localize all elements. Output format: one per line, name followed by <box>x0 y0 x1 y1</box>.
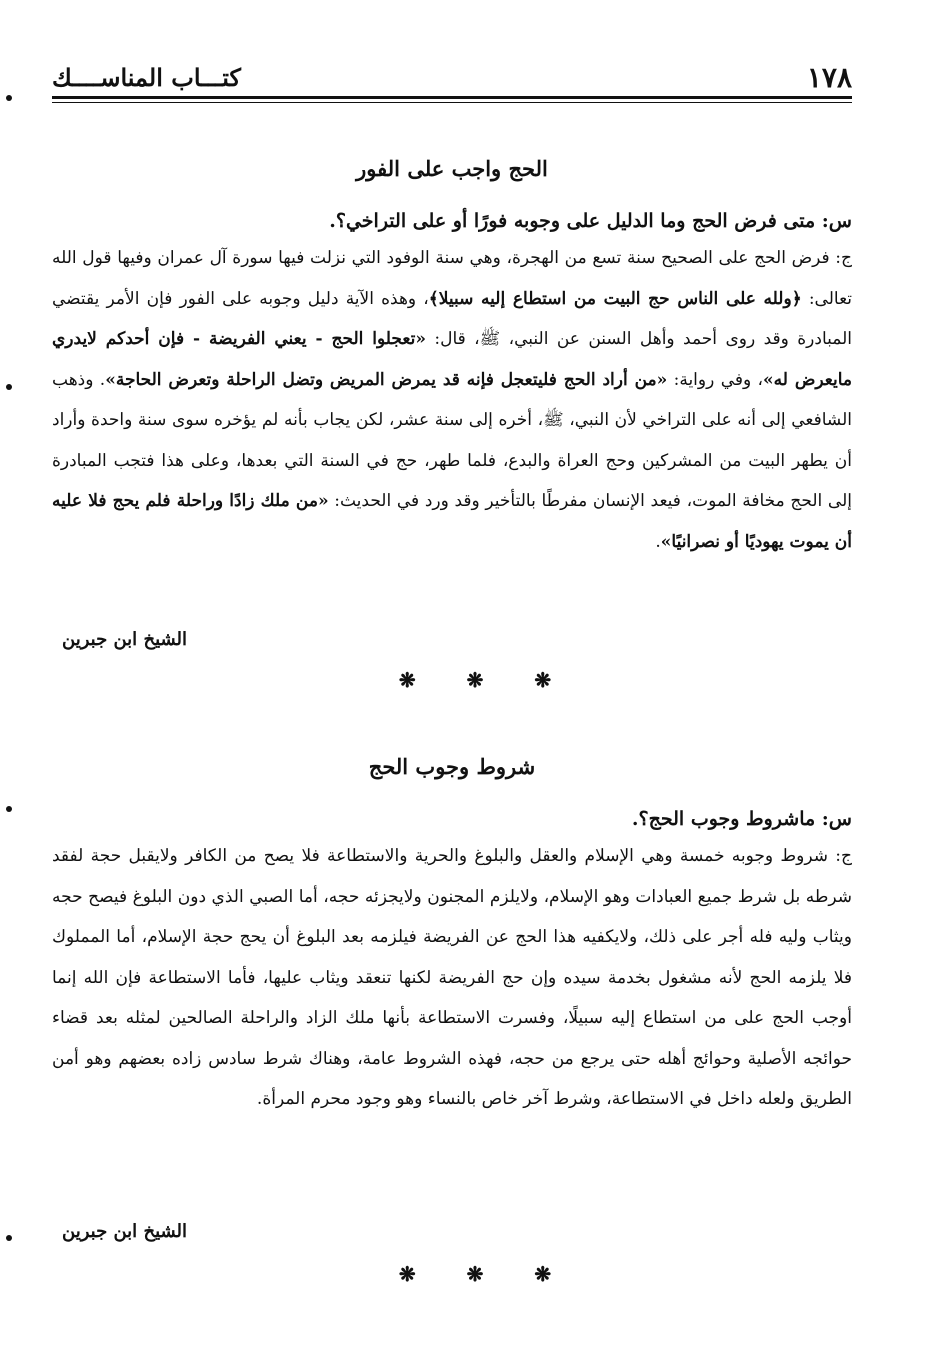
separator-stars: ❋ ❋ ❋ <box>398 668 574 692</box>
signature: الشيخ ابن جبرين <box>62 1221 188 1242</box>
book-title: كتـــاب المناســــك <box>52 63 241 92</box>
section-hajj-immediate <box>52 154 852 562</box>
answer-text: ج: شروط وجوبه خمسة وهي الإسلام والعقل والبلوغ والحرية والاستطاعة فلا يصح من الكافر ولايقبل حجة لفقد شرطه بل شرط جميع العبادات وهو الإسلام، ولايلزم المجنون ولايجزئه حجه، أما الصبي الذي دون البلوغ فيصح حجه ويثاب وليه فله أجر على ذلك، ولايكفيه هذا الحج عن الفريضة فيلزمه بعد البلوغ أن يحج حجة الإسلام، أما المملوك فلا يلزمه الحج لأنه مشغول بخدمة سيده وإن حج الفريضة لكنها تنعقد ويثاب عليها، فأما الاستطاعة فإن الله إنما أوجب الحج على من استطاع إليه سبيلًا، وفسرت الاستطاعة بأنها ملك الزاد والراحلة الصالحين لمثله بعد قضاء حوائجه الأصلية وحوائج أهله حتى يرجع من حجه، فهذه الشروط عامة، وهناك شرط سادس زاده بعضهم وهو أمن الطريق ولعله داخل في الاستطاعة، وشرط آخر خاص بالنساء وهو وجود محرم المرأة. <box>52 846 852 1109</box>
section-title: الحج واجب على الفور <box>356 156 548 181</box>
margin-dot <box>6 95 12 101</box>
page-number: ١٧٨ <box>806 61 852 94</box>
answer-text: ج: فرض الحج على الصحيح سنة تسع من الهجرة، وهي سنة الوفود التي نزلت فيها سورة آل عمران وفيها قول الله تعالى: <box>52 248 853 309</box>
answer <box>52 836 852 1120</box>
answer-text: ، وفي رواية: <box>667 369 764 390</box>
section-hajj-conditions <box>52 752 852 1120</box>
answer-text: ، وهذه الآية دليل وجوبه على الفور فإن الأمر يقتضي المبادرة وقد روى أحمد وأهل السنن عن النبي، ﷺ، قال: <box>52 288 852 349</box>
section-title: شروط وجوب الحج <box>368 754 536 779</box>
margin-dot <box>6 384 12 390</box>
header-rule-thin <box>52 102 852 103</box>
separator-stars: ❋ ❋ ❋ <box>398 1262 574 1286</box>
margin-dot <box>6 806 12 812</box>
answer-text: . وذهب الشافعي إلى أنه على التراخي لأن النبي، ﷺ، أخره إلى سنة عشر، لكن يجاب بأنه لم يؤخره سوى سنة واحدة وأراد أن يطهر البيت من المشركين وحج العراة والبدع، فلما طهر، حج في السنة التي بعدها، وعلى هذا فتجب المبادرة إلى الحج مخافة الموت، فيعد الإنسان مفرطًا بالتأخير وقد ورد في الحديث: <box>52 369 853 511</box>
question: س: متى فرض الحج وما الدليل على وجوبه فورًا أو على التراخي؟. <box>329 210 852 232</box>
hadith-quote: «من ملك زادًا وراحلة فلم يحج فلا عليه أن يموت يهوديًا أو نصرانيًا» <box>52 491 852 552</box>
page-header <box>52 62 852 96</box>
margin-dot <box>6 1235 12 1241</box>
answer <box>52 238 852 562</box>
answer-text: . <box>655 531 661 552</box>
signature: الشيخ ابن جبرين <box>62 629 188 650</box>
hadith-quote: «من أراد الحج فليتعجل فإنه قد يمرض المريض وتضل الراحلة وتعرض الحاجة» <box>105 369 668 390</box>
question: س: ماشروط وجوب الحج؟. <box>631 808 852 830</box>
hadith-quote: «تعجلوا الحج - يعني الفريضة - فإن أحدكم لايدري مايعرض له» <box>52 329 852 390</box>
quran-verse: ﴿ولله على الناس حج البيت من استطاع إليه سبيلا﴾ <box>428 288 802 309</box>
header-rule-thick <box>52 96 852 99</box>
